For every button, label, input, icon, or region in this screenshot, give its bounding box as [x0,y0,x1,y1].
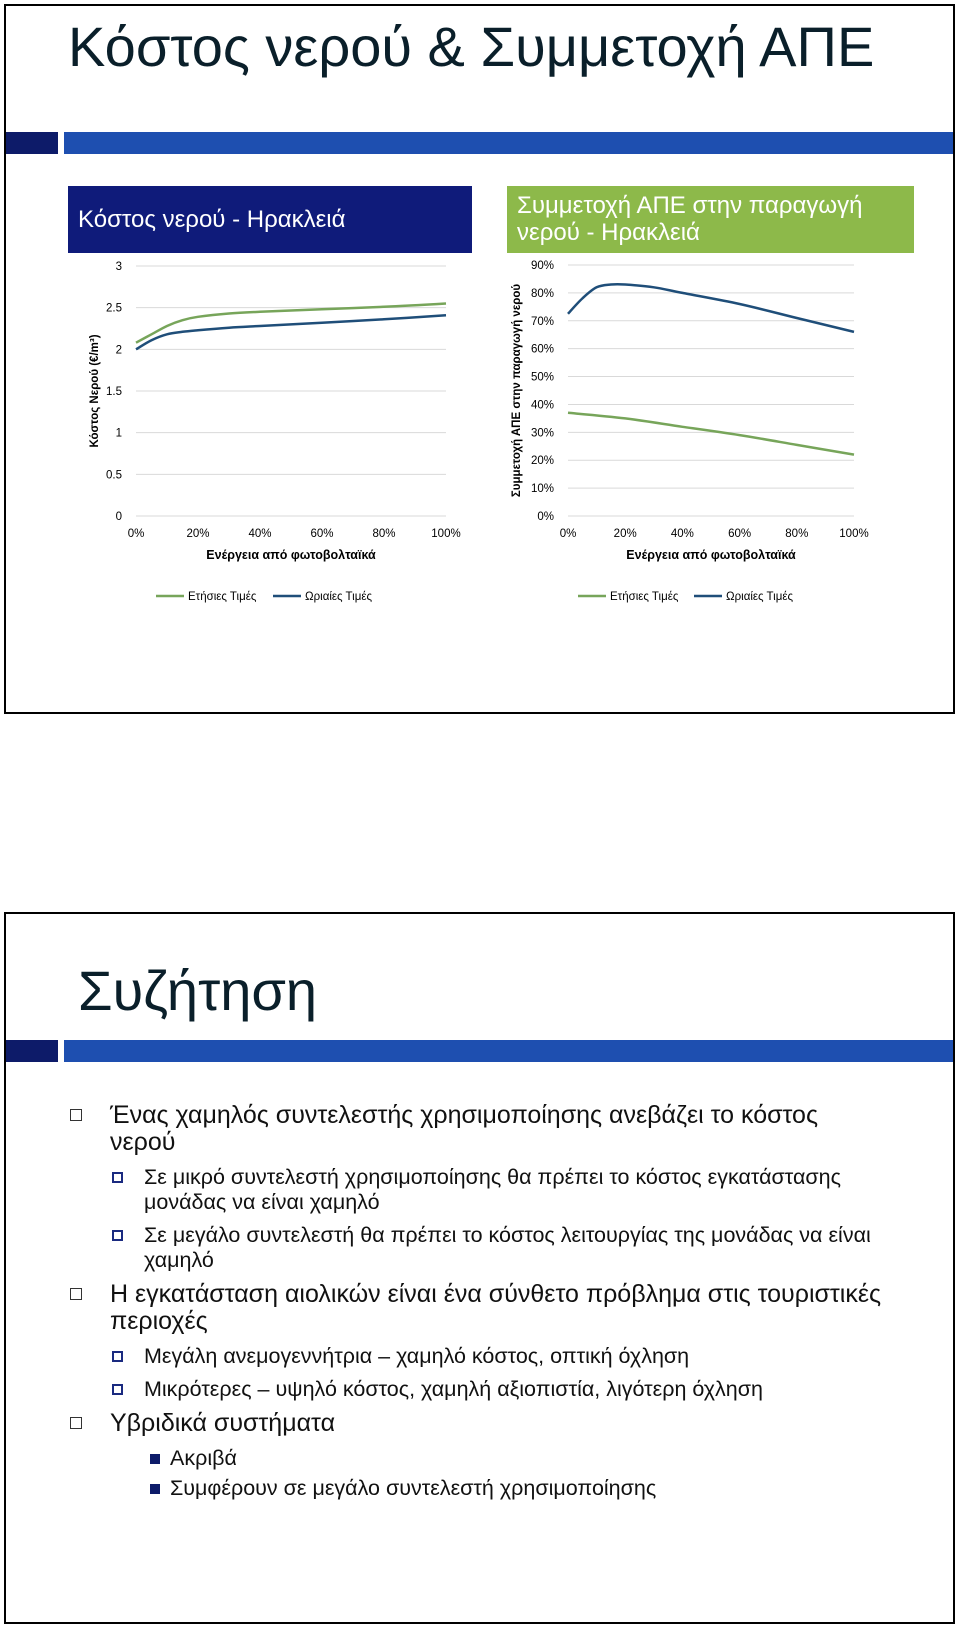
x-tick-label: 80% [372,528,396,540]
slide-title: Κόστος νερού & Συμμετοχή ΑΠΕ [68,15,875,78]
y-tick-label: 20% [530,455,554,468]
y-tick-label: 70% [530,315,554,328]
x-tick-label: 40% [248,528,272,540]
y-tick-label: 1 [115,427,122,440]
legend-label: Ετήσιες Τιμές [188,591,257,603]
bullet-marker-icon [150,1454,160,1464]
series-line-hourly [568,284,854,332]
bullet-marker-icon [70,1417,82,1429]
x-tick-label: 80% [785,528,809,540]
bullet-text: Υβριδικά συστήματα [110,1409,336,1437]
bullet-item [70,1377,890,1402]
bullet-text: Ένας χαμηλός συντελεστής χρησιμοποίησης ανεβάζει το κόστος νερού [110,1101,818,1156]
x-tick-label: 0% [559,528,577,540]
water-cost-header [68,186,472,253]
series-line-annual [136,304,446,343]
bullet-marker-icon [150,1484,160,1494]
slide-title: Συζήτηση [78,959,318,1022]
y-tick-label: 30% [530,427,554,440]
bullet-text: Συμφέρουν σε μεγάλο συντελεστή χρησιμοποίησης [170,1476,657,1500]
legend-label: Ωριαίες Τιμές [726,591,794,603]
x-tick-label: 0% [127,528,145,540]
x-tick-label: 20% [613,528,637,540]
res-share-header-label: Συμμετοχή ΑΠΕ στην παραγωγή νερού - Ηρακλειά [517,192,863,246]
bullet-text: Μεγάλη ανεμογεννήτρια – χαμηλό κόστος, οπτική όχληση [144,1344,690,1368]
x-axis-title: Ενέργεια από φωτοβολταϊκά [626,548,796,562]
x-tick-label: 60% [728,528,752,540]
y-axis-title: Κόστος Νερού (€/m³) [89,334,101,448]
bullet-text: Σε μεγάλο συντελεστή θα πρέπει το κόστος λειτουργίας της μονάδας να είναι χαμηλό [144,1223,871,1272]
bullet-item [70,1410,890,1437]
title-band-left [6,1040,58,1062]
bullet-text: Σε μικρό συντελεστή χρησιμοποίησης θα πρέπει το κόστος εγκατάστασης μονάδας να είναι χαμηλό [144,1165,841,1214]
water-cost-header-label: Κόστος νερού - Ηρακλειά [78,206,346,233]
bullet-text: Ακριβά [170,1446,237,1470]
x-tick-label: 100% [431,528,461,540]
bullet-item [70,1281,890,1335]
legend-label: Ωριαίες Τιμές [305,591,373,603]
title-band-left [6,132,58,154]
x-tick-label: 100% [839,528,869,540]
bullet-marker-icon [70,1109,82,1121]
y-tick-label: 80% [530,287,554,300]
y-tick-label: 0.5 [106,469,122,482]
x-tick-label: 20% [186,528,210,540]
y-tick-label: 2.5 [106,302,122,315]
water-cost-chart [76,258,486,628]
bullet-text: Η εγκατάσταση αιολικών είναι ένα σύνθετο πρόβλημα στις τουριστικές περιοχές [110,1280,882,1335]
y-axis-title: Συμμετοχή ΑΠΕ στην παραγωγή νερού [511,283,523,498]
slide-water-cost [4,4,955,714]
bullet-marker-icon [112,1384,123,1395]
y-tick-label: 90% [530,260,554,272]
title-band-right [64,132,953,154]
res-share-header [507,186,914,253]
legend-label: Ετήσιες Τιμές [610,591,679,603]
bullet-item [70,1102,890,1156]
y-tick-label: 0% [537,511,554,523]
y-tick-label: 2 [115,344,122,357]
y-tick-label: 60% [530,343,554,356]
slide-discussion [4,912,955,1624]
bullet-item [70,1476,890,1501]
series-line-annual [568,413,854,455]
bullet-marker-icon [112,1230,123,1241]
bullet-item [70,1344,890,1369]
bullet-marker-icon [70,1288,82,1300]
y-tick-label: 3 [115,261,122,273]
bullet-item [70,1223,890,1273]
bullet-marker-icon [112,1172,123,1183]
y-tick-label: 1.5 [106,386,122,398]
title-band-right [64,1040,953,1062]
bullet-item [70,1446,890,1471]
y-tick-label: 50% [530,371,554,384]
y-tick-label: 40% [530,399,554,412]
bullet-item [70,1165,890,1215]
x-axis-title: Ενέργεια από φωτοβολταϊκά [206,548,376,562]
res-share-chart [502,258,922,628]
x-tick-label: 60% [310,528,334,540]
y-tick-label: 10% [530,483,554,496]
bullet-marker-icon [112,1351,123,1362]
bullet-list [70,1102,890,1506]
y-tick-label: 0 [115,511,122,523]
bullet-text: Μικρότερες – υψηλό κόστος, χαμηλή αξιοπιστία, λιγότερη όχληση [144,1377,763,1401]
x-tick-label: 40% [670,528,694,540]
